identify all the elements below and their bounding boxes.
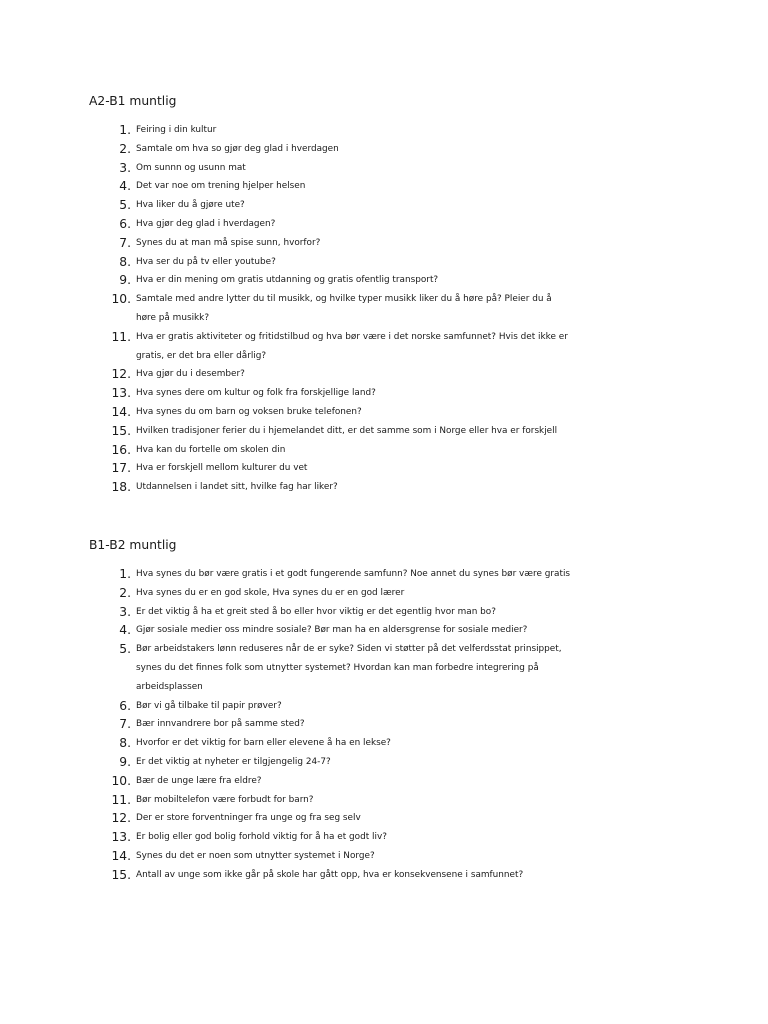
list-item <box>0 234 768 253</box>
list-item-text: Det var noe om trening hjelper helsen <box>136 181 306 192</box>
section-heading-b1-b2: B1-B2 muntlig <box>89 538 177 552</box>
list-item-text: Hvilken tradisjoner ferier du i hjemelandet ditt, er det samme som i Norge eller hva er forskjell <box>136 425 558 436</box>
list-item-number: 12. <box>111 367 131 382</box>
list-item <box>0 565 768 584</box>
list-item <box>0 441 768 460</box>
list-item-number: 12. <box>111 811 131 826</box>
list-item-text: Er det viktig å ha et greit sted å bo eller hvor viktig er det egentlig hvor man bo? <box>136 606 496 617</box>
list-item <box>0 177 768 196</box>
list-item-text: Om sunnn og usunn mat <box>136 162 246 173</box>
list-item-number: 9. <box>119 273 131 288</box>
list-item <box>0 734 768 753</box>
list-item-number: 11. <box>111 792 131 807</box>
list-item-number: 6. <box>119 698 131 713</box>
list-item-number: 13. <box>111 386 131 401</box>
list-item-number: 14. <box>111 404 131 419</box>
list-item-text: Hva synes du bør være gratis i et godt fungerende samfunn? Noe annet du synes bør være gratis <box>136 569 571 579</box>
list-item <box>0 271 768 290</box>
list-item-number: 16. <box>111 442 131 457</box>
list-item <box>0 422 768 441</box>
list-item <box>0 809 768 828</box>
list-item-text: Hva er gratis aktiviteter og fritidstilbud og hva bør være i det norske samfunnet? Hvis det ikke er <box>136 331 568 342</box>
list-item-number: 3. <box>119 160 131 175</box>
section-heading-a2-b1: A2-B1 muntlig <box>89 94 177 108</box>
list-item-text: synes du det finnes folk som utnytter systemet? Hvordan kan man forbedre integrering på <box>136 662 539 673</box>
list-item-number: 8. <box>119 736 131 751</box>
list-item-number: 4. <box>119 179 131 194</box>
list-item <box>0 159 768 178</box>
list-item-text: arbeidsplassen <box>136 681 203 692</box>
list-item-number: 5. <box>119 198 131 213</box>
list-item-text: Gjør sosiale medier oss mindre sosiale? Bør man ha en aldersgrense for sosiale medier? <box>136 625 528 636</box>
list-item-text: Bær de unge lære fra eldre? <box>136 775 262 786</box>
list-item-text: Hvorfor er det viktig for barn eller elevene å ha en lekse? <box>136 738 391 749</box>
list-item-number: 8. <box>119 254 131 269</box>
list-item-number: 7. <box>119 235 131 250</box>
list-item-text: Hva gjør deg glad i hverdagen? <box>136 218 276 229</box>
list-item <box>0 459 768 478</box>
list-item-number: 9. <box>119 754 131 769</box>
list-item <box>0 328 768 366</box>
list-item-number: 1. <box>119 567 131 581</box>
list-item <box>0 715 768 734</box>
list-item-number: 1. <box>119 123 131 137</box>
question-list-a2-b1 <box>0 121 768 497</box>
list-item <box>0 478 768 497</box>
list-item <box>0 866 768 885</box>
list-item-number: 13. <box>111 830 131 845</box>
list-item <box>0 253 768 272</box>
list-item <box>0 847 768 866</box>
list-item-text: Hva ser du på tv eller youtube? <box>136 256 276 267</box>
list-item-number: 10. <box>111 292 131 307</box>
list-item <box>0 697 768 716</box>
list-item-text: Der er store forventninger fra unge og fra seg selv <box>136 813 361 824</box>
list-item <box>0 640 768 696</box>
list-item-number: 15. <box>111 423 131 438</box>
list-item-text: Feiring i din kultur <box>136 125 217 135</box>
list-item <box>0 828 768 847</box>
list-item-number: 10. <box>111 773 131 788</box>
list-item-text: Er det viktig at nyheter er tilgjengelig 24-7? <box>136 756 331 767</box>
list-item-text: Hva gjør du i desember? <box>136 369 245 380</box>
list-item <box>0 621 768 640</box>
list-item <box>0 753 768 772</box>
list-item <box>0 384 768 403</box>
list-item-text: Hva liker du å gjøre ute? <box>136 200 245 211</box>
list-item-number: 3. <box>119 604 131 619</box>
list-item <box>0 121 768 140</box>
list-item <box>0 290 768 328</box>
list-item-text: Utdannelsen i landet sitt, hvilke fag har liker? <box>136 482 338 493</box>
list-item-text: Samtale med andre lytter du til musikk, og hvilke typer musikk liker du å høre på? Pleier du å <box>136 294 552 305</box>
list-item <box>0 140 768 159</box>
list-item-number: 6. <box>119 216 131 231</box>
list-item-text: Hva er forskjell mellom kulturer du vet <box>136 463 308 474</box>
list-item-text: Hva synes dere om kultur og folk fra forskjellige land? <box>136 388 376 399</box>
list-item <box>0 403 768 422</box>
list-item-number: 4. <box>119 623 131 638</box>
list-item-text: høre på musikk? <box>136 312 210 323</box>
list-item-text: Bær innvandrere bor på samme sted? <box>136 719 305 730</box>
list-item-number: 18. <box>111 480 131 495</box>
list-item <box>0 603 768 622</box>
list-item-text: Bør vi gå tilbake til papir prøver? <box>136 700 282 711</box>
list-item-number: 2. <box>119 585 131 600</box>
list-item-text: Hva er din mening om gratis utdanning og gratis ofentlig transport? <box>136 275 439 286</box>
list-item <box>0 791 768 810</box>
list-item <box>0 196 768 215</box>
question-list-b1-b2 <box>0 565 768 885</box>
list-item-number: 15. <box>111 867 131 882</box>
list-item-text: Bør mobiltelefon være forbudt for barn? <box>136 794 314 805</box>
list-item <box>0 365 768 384</box>
list-item-text: Synes du det er noen som utnytter systemet i Norge? <box>136 850 375 861</box>
list-item-text: Antall av unge som ikke går på skole har gått opp, hva er konsekvensene i samfunnet? <box>136 869 524 880</box>
list-item-number: 2. <box>119 141 131 156</box>
list-item-text: gratis, er det bra eller dårlig? <box>136 350 267 361</box>
list-item <box>0 584 768 603</box>
list-item <box>0 772 768 791</box>
list-item-text: Synes du at man må spise sunn, hvorfor? <box>136 237 321 248</box>
list-item <box>0 215 768 234</box>
list-item-text: Samtale om hva so gjør deg glad i hverdagen <box>136 143 339 154</box>
list-item-text: Hva synes du om barn og voksen bruke telefonen? <box>136 406 362 417</box>
list-item-number: 11. <box>111 329 131 344</box>
list-item-text: Hva synes du er en god skole, Hva synes du er en god lærer <box>136 587 405 598</box>
list-item-text: Er bolig eller god bolig forhold viktig for å ha et godt liv? <box>136 832 387 843</box>
list-item-text: Bør arbeidstakers lønn reduseres når de er syke? Siden vi støtter på det velferdsstat prinsippet, <box>136 644 562 655</box>
list-item-number: 5. <box>119 642 131 657</box>
list-item-text: Hva kan du fortelle om skolen din <box>136 444 286 455</box>
list-item-number: 14. <box>111 848 131 863</box>
list-item-number: 17. <box>111 461 131 476</box>
list-item-number: 7. <box>119 717 131 732</box>
